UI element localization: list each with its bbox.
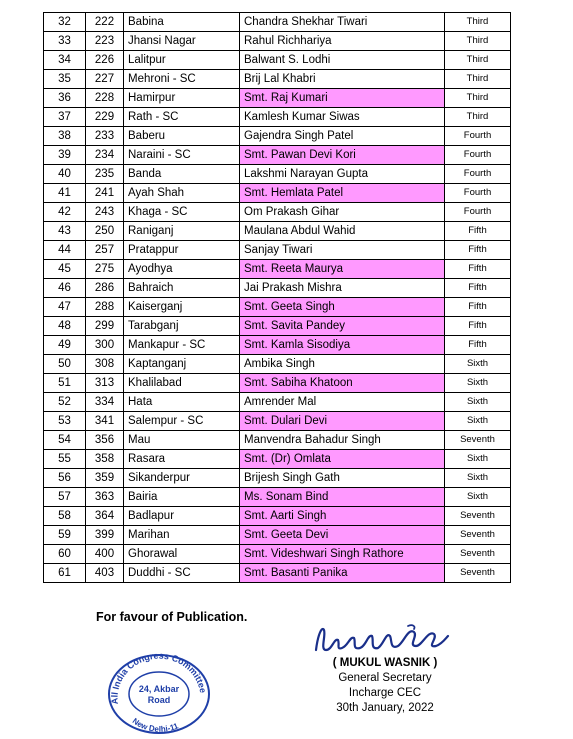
candidate-name-cell: Smt. Sabiha Khatoon <box>240 374 445 393</box>
candidate-name-cell: Smt. Videshwari Singh Rathore <box>240 545 445 564</box>
ac-number-cell: 223 <box>86 32 124 51</box>
ac-number-cell: 364 <box>86 507 124 526</box>
table-row <box>44 488 511 507</box>
candidate-name-cell: Rahul Richhariya <box>240 32 445 51</box>
ac-number-cell: 233 <box>86 127 124 146</box>
serial-number-cell: 35 <box>44 70 86 89</box>
candidate-name-cell: Kamlesh Kumar Siwas <box>240 108 445 127</box>
serial-number-cell: 52 <box>44 393 86 412</box>
serial-number-cell: 54 <box>44 431 86 450</box>
seal-bottom-text: New Delhi-11 <box>130 716 180 734</box>
serial-number-cell: 44 <box>44 241 86 260</box>
serial-number-cell: 50 <box>44 355 86 374</box>
candidate-name-cell: Smt. Hemlata Patel <box>240 184 445 203</box>
candidate-name-cell: Smt. Aarti Singh <box>240 507 445 526</box>
serial-number-cell: 60 <box>44 545 86 564</box>
ac-number-cell: 300 <box>86 336 124 355</box>
handwritten-signature <box>312 620 452 660</box>
constituency-cell: Baberu <box>124 127 240 146</box>
serial-number-cell: 42 <box>44 203 86 222</box>
ac-number-cell: 250 <box>86 222 124 241</box>
table-row <box>44 298 511 317</box>
candidate-name-cell: Sanjay Tiwari <box>240 241 445 260</box>
table-row <box>44 545 511 564</box>
ac-number-cell: 234 <box>86 146 124 165</box>
constituency-cell: Hata <box>124 393 240 412</box>
serial-number-cell: 32 <box>44 13 86 32</box>
table-row <box>44 127 511 146</box>
poll-phase-cell: Third <box>445 13 511 32</box>
svg-text:New Delhi-11 <box>131 716 180 733</box>
serial-number-cell: 37 <box>44 108 86 127</box>
poll-phase-cell: Third <box>445 70 511 89</box>
poll-phase-cell: Sixth <box>445 412 511 431</box>
ac-number-cell: 356 <box>86 431 124 450</box>
constituency-cell: Pratappur <box>124 241 240 260</box>
candidate-name-cell: Smt. Reeta Maurya <box>240 260 445 279</box>
constituency-cell: Mehroni - SC <box>124 70 240 89</box>
ac-number-cell: 403 <box>86 564 124 583</box>
table-row <box>44 108 511 127</box>
table-row <box>44 431 511 450</box>
constituency-cell: Ghorawal <box>124 545 240 564</box>
constituency-cell: Marihan <box>124 526 240 545</box>
candidate-name-cell: Smt. Dulari Devi <box>240 412 445 431</box>
serial-number-cell: 58 <box>44 507 86 526</box>
constituency-cell: Ayah Shah <box>124 184 240 203</box>
ac-number-cell: 257 <box>86 241 124 260</box>
table-row <box>44 279 511 298</box>
table-row <box>44 450 511 469</box>
poll-phase-cell: Fifth <box>445 298 511 317</box>
seal-ring-text: All India Congress Committee <box>109 652 209 705</box>
ac-number-cell: 286 <box>86 279 124 298</box>
constituency-cell: Jhansi Nagar <box>124 32 240 51</box>
candidate-name-cell: Ambika Singh <box>240 355 445 374</box>
ac-number-cell: 241 <box>86 184 124 203</box>
table-row <box>44 13 511 32</box>
serial-number-cell: 40 <box>44 165 86 184</box>
constituency-cell: Bahraich <box>124 279 240 298</box>
serial-number-cell: 61 <box>44 564 86 583</box>
serial-number-cell: 47 <box>44 298 86 317</box>
table-row <box>44 146 511 165</box>
poll-phase-cell: Sixth <box>445 469 511 488</box>
constituency-cell: Khaga - SC <box>124 203 240 222</box>
candidates-table <box>43 12 511 583</box>
table-row <box>44 184 511 203</box>
constituency-cell: Khalilabad <box>124 374 240 393</box>
candidate-name-cell: Smt. Raj Kumari <box>240 89 445 108</box>
constituency-cell: Duddhi - SC <box>124 564 240 583</box>
candidate-name-cell: Smt. Basanti Panika <box>240 564 445 583</box>
ac-number-cell: 359 <box>86 469 124 488</box>
poll-phase-cell: Fifth <box>445 222 511 241</box>
table-row <box>44 374 511 393</box>
poll-phase-cell: Fourth <box>445 184 511 203</box>
seal-center-line2: Road <box>147 695 171 705</box>
candidate-name-cell: Smt. Pawan Devi Kori <box>240 146 445 165</box>
poll-phase-cell: Sixth <box>445 488 511 507</box>
serial-number-cell: 48 <box>44 317 86 336</box>
candidate-name-cell: Brij Lal Khabri <box>240 70 445 89</box>
table-row <box>44 317 511 336</box>
poll-phase-cell: Third <box>445 108 511 127</box>
ac-number-cell: 222 <box>86 13 124 32</box>
ac-number-cell: 308 <box>86 355 124 374</box>
serial-number-cell: 49 <box>44 336 86 355</box>
table-row <box>44 51 511 70</box>
serial-number-cell: 55 <box>44 450 86 469</box>
candidate-name-cell: Om Prakash Gihar <box>240 203 445 222</box>
ac-number-cell: 288 <box>86 298 124 317</box>
ac-number-cell: 358 <box>86 450 124 469</box>
candidate-name-cell: Ms. Sonam Bind <box>240 488 445 507</box>
aicc-seal-stamp <box>104 652 212 736</box>
table-row <box>44 260 511 279</box>
table-row <box>44 393 511 412</box>
serial-number-cell: 51 <box>44 374 86 393</box>
poll-phase-cell: Seventh <box>445 545 511 564</box>
table-row <box>44 241 511 260</box>
poll-phase-cell: Seventh <box>445 564 511 583</box>
candidate-name-cell: Brijesh Singh Gath <box>240 469 445 488</box>
constituency-cell: Babina <box>124 13 240 32</box>
serial-number-cell: 46 <box>44 279 86 298</box>
table-row <box>44 89 511 108</box>
poll-phase-cell: Fifth <box>445 260 511 279</box>
candidate-name-cell: Smt. Geeta Singh <box>240 298 445 317</box>
serial-number-cell: 33 <box>44 32 86 51</box>
serial-number-cell: 34 <box>44 51 86 70</box>
signatory-name: ( MUKUL WASNIK ) <box>332 657 438 669</box>
ac-number-cell: 227 <box>86 70 124 89</box>
poll-phase-cell: Fourth <box>445 146 511 165</box>
candidate-name-cell: Smt. Geeta Devi <box>240 526 445 545</box>
poll-phase-cell: Sixth <box>445 355 511 374</box>
candidate-name-cell: Balwant S. Lodhi <box>240 51 445 70</box>
ac-number-cell: 226 <box>86 51 124 70</box>
constituency-cell: Mankapur - SC <box>124 336 240 355</box>
poll-phase-cell: Third <box>445 32 511 51</box>
serial-number-cell: 53 <box>44 412 86 431</box>
candidate-name-cell: Smt. (Dr) Omlata <box>240 450 445 469</box>
table-row <box>44 412 511 431</box>
serial-number-cell: 45 <box>44 260 86 279</box>
serial-number-cell: 38 <box>44 127 86 146</box>
table-row <box>44 203 511 222</box>
poll-phase-cell: Fourth <box>445 203 511 222</box>
serial-number-cell: 56 <box>44 469 86 488</box>
table-row <box>44 469 511 488</box>
ac-number-cell: 363 <box>86 488 124 507</box>
ac-number-cell: 275 <box>86 260 124 279</box>
constituency-cell: Naraini - SC <box>124 146 240 165</box>
constituency-cell: Kaiserganj <box>124 298 240 317</box>
constituency-cell: Rasara <box>124 450 240 469</box>
constituency-cell: Sikanderpur <box>124 469 240 488</box>
ac-number-cell: 313 <box>86 374 124 393</box>
constituency-cell: Tarabganj <box>124 317 240 336</box>
poll-phase-cell: Fifth <box>445 317 511 336</box>
publication-note: For favour of Publication. <box>96 610 248 624</box>
candidate-name-cell: Manvendra Bahadur Singh <box>240 431 445 450</box>
poll-phase-cell: Fourth <box>445 127 511 146</box>
constituency-cell: Kaptanganj <box>124 355 240 374</box>
ac-number-cell: 334 <box>86 393 124 412</box>
signatory-role: Incharge CEC <box>348 687 422 699</box>
serial-number-cell: 43 <box>44 222 86 241</box>
poll-phase-cell: Third <box>445 51 511 70</box>
table-row <box>44 222 511 241</box>
constituency-cell: Badlapur <box>124 507 240 526</box>
candidate-name-cell: Maulana Abdul Wahid <box>240 222 445 241</box>
ac-number-cell: 399 <box>86 526 124 545</box>
signatory-date: 30th January, 2022 <box>336 702 434 714</box>
signatory-block <box>300 656 470 716</box>
constituency-cell: Hamirpur <box>124 89 240 108</box>
candidate-name-cell: Smt. Kamla Sisodiya <box>240 336 445 355</box>
poll-phase-cell: Sixth <box>445 374 511 393</box>
poll-phase-cell: Sixth <box>445 393 511 412</box>
constituency-cell: Lalitpur <box>124 51 240 70</box>
serial-number-cell: 39 <box>44 146 86 165</box>
ac-number-cell: 235 <box>86 165 124 184</box>
candidates-table-body <box>44 13 511 583</box>
poll-phase-cell: Fifth <box>445 241 511 260</box>
serial-number-cell: 59 <box>44 526 86 545</box>
poll-phase-cell: Seventh <box>445 507 511 526</box>
constituency-cell: Mau <box>124 431 240 450</box>
candidate-name-cell: Amrender Mal <box>240 393 445 412</box>
constituency-cell: Ayodhya <box>124 260 240 279</box>
table-row <box>44 32 511 51</box>
table-row <box>44 70 511 89</box>
table-row <box>44 336 511 355</box>
constituency-cell: Bairia <box>124 488 240 507</box>
signatory-designation: General Secretary <box>338 672 432 684</box>
table-row <box>44 564 511 583</box>
serial-number-cell: 57 <box>44 488 86 507</box>
poll-phase-cell: Sixth <box>445 450 511 469</box>
ac-number-cell: 243 <box>86 203 124 222</box>
seal-center-line1: 24, Akbar <box>138 684 180 694</box>
candidate-name-cell: Smt. Savita Pandey <box>240 317 445 336</box>
table-row <box>44 526 511 545</box>
constituency-cell: Banda <box>124 165 240 184</box>
ac-number-cell: 400 <box>86 545 124 564</box>
poll-phase-cell: Fourth <box>445 165 511 184</box>
candidate-name-cell: Gajendra Singh Patel <box>240 127 445 146</box>
table-row <box>44 165 511 184</box>
ac-number-cell: 228 <box>86 89 124 108</box>
serial-number-cell: 41 <box>44 184 86 203</box>
candidate-name-cell: Lakshmi Narayan Gupta <box>240 165 445 184</box>
poll-phase-cell: Fifth <box>445 279 511 298</box>
candidate-name-cell: Jai Prakash Mishra <box>240 279 445 298</box>
constituency-cell: Rath - SC <box>124 108 240 127</box>
serial-number-cell: 36 <box>44 89 86 108</box>
ac-number-cell: 341 <box>86 412 124 431</box>
poll-phase-cell: Fifth <box>445 336 511 355</box>
table-row <box>44 355 511 374</box>
poll-phase-cell: Seventh <box>445 431 511 450</box>
ac-number-cell: 299 <box>86 317 124 336</box>
constituency-cell: Raniganj <box>124 222 240 241</box>
ac-number-cell: 229 <box>86 108 124 127</box>
poll-phase-cell: Third <box>445 89 511 108</box>
poll-phase-cell: Seventh <box>445 526 511 545</box>
candidate-name-cell: Chandra Shekhar Tiwari <box>240 13 445 32</box>
constituency-cell: Salempur - SC <box>124 412 240 431</box>
table-row <box>44 507 511 526</box>
